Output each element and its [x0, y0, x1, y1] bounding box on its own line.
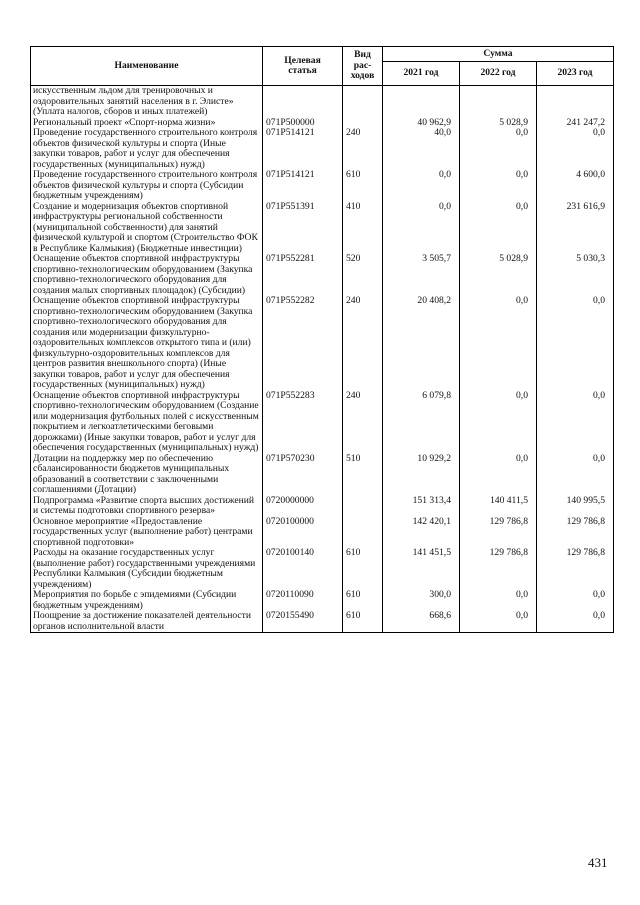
cell-target-article: 071P514121 [263, 170, 343, 202]
header-year-2021: 2021 год [383, 62, 460, 86]
cell-name: Проведение государственного строительного контроля объектов физической культуры и спорта (Субсидии бюджетным учреждениям) [31, 170, 263, 202]
cell-2023: 0,0 [537, 296, 614, 391]
header-vid-line2: рас- [353, 59, 372, 71]
cell-name: Поощрение за достижение показателей деятельности органов исполнительной власти [31, 611, 263, 633]
cell-2021: 151 313,4 [383, 496, 460, 517]
page-number: 431 [588, 855, 608, 870]
cell-2022: 0,0 [460, 454, 537, 496]
header-target-line1: Целевая [284, 54, 321, 66]
table-row [31, 296, 614, 391]
cell-2022: 140 411,5 [460, 496, 537, 517]
cell-2021: 40,0 [383, 128, 460, 170]
cell-2021 [383, 86, 460, 118]
cell-target-article [263, 86, 343, 118]
cell-expense-type: 510 [343, 454, 383, 496]
table-row [31, 391, 614, 454]
cell-name: Оснащение объектов спортивной инфраструктуры спортивно-технологическим оборудованием (Закупка спортивно-технологического оборудования для создания малых спортивных площадок) (Субсидии) [31, 254, 263, 296]
cell-name: Оснащение объектов спортивной инфраструктуры спортивно-технологическим оборудованием (Создание или модернизация футбольных полей с искусственным покрытием и легкоатлетическими беговыми дорожками) (Иные закупки товаров, работ и услуг для обеспечения государственных (муниципальных) нужд) [31, 391, 263, 454]
cell-2023: 231 616,9 [537, 202, 614, 255]
cell-expense-type: 610 [343, 611, 383, 633]
cell-2022: 0,0 [460, 202, 537, 255]
budget-table-page [30, 46, 613, 633]
header-year-2022: 2022 год [460, 62, 537, 86]
cell-2022: 0,0 [460, 590, 537, 611]
cell-2022: 129 786,8 [460, 517, 537, 549]
cell-target-article: 071P514121 [263, 128, 343, 170]
header-target-article [263, 47, 343, 86]
table-row [31, 86, 614, 118]
table-row [31, 254, 614, 296]
cell-2023: 140 995,5 [537, 496, 614, 517]
cell-2023: 0,0 [537, 128, 614, 170]
cell-target-article: 071P552283 [263, 391, 343, 454]
cell-expense-type: 410 [343, 202, 383, 255]
cell-2022: 0,0 [460, 128, 537, 170]
cell-target-article: 0720100000 [263, 517, 343, 549]
cell-2021: 3 505,7 [383, 254, 460, 296]
cell-name: Основное мероприятие «Предоставление государственных услуг (выполнение работ) центрами спортивной подготовки» [31, 517, 263, 549]
cell-2022: 0,0 [460, 611, 537, 633]
cell-expense-type: 240 [343, 128, 383, 170]
cell-name: Оснащение объектов спортивной инфраструктуры спортивно-технологическим оборудованием (Закупка спортивно-технологического оборудования для создания или модернизации физкультурно-оздоровительных комплексов открытого типа и (или) физкультурно-оздоровительных комплексов для центров развития внешкольного спорта) (Иные закупки товаров, работ и услуг для обеспечения государственных (муниципальных) нужд) [31, 296, 263, 391]
cell-expense-type [343, 517, 383, 549]
cell-name: Региональный проект «Спорт-норма жизни» [31, 118, 263, 129]
header-vid-line3: ходов [350, 70, 375, 82]
cell-expense-type [343, 496, 383, 517]
cell-name: Дотации на поддержку мер по обеспечению сбалансированности бюджетов муниципальных образований в соответствии с заключенными соглашениями (Дотации) [31, 454, 263, 496]
cell-expense-type: 240 [343, 296, 383, 391]
cell-2023: 5 030,3 [537, 254, 614, 296]
cell-2023: 129 786,8 [537, 548, 614, 590]
cell-name: Проведение государственного строительного контроля объектов физической культуры и спорта (Иные закупки товаров, работ и услуг для обеспечения государственных (муниципальных) нужд) [31, 128, 263, 170]
header-name: Наименование [31, 47, 263, 86]
cell-name: Создание и модернизация объектов спортивной инфраструктуры региональной собственности (муниципальной собственности) для занятий физической культурой и спортом (Строительство ФОК в Республике Калмыкия) (Бюджетные инвестиции) [31, 202, 263, 255]
cell-2022: 5 028,9 [460, 118, 537, 129]
cell-target-article: 071P500000 [263, 118, 343, 129]
cell-2023: 241 247,2 [537, 118, 614, 129]
cell-expense-type: 240 [343, 391, 383, 454]
table-row [31, 128, 614, 170]
cell-expense-type [343, 86, 383, 118]
header-expense-type [343, 47, 383, 86]
cell-2021: 0,0 [383, 202, 460, 255]
cell-2022: 129 786,8 [460, 548, 537, 590]
cell-target-article: 071P551391 [263, 202, 343, 255]
cell-2021: 300,0 [383, 590, 460, 611]
cell-name: Мероприятия по борьбе с эпидемиями (Субсидии бюджетным учреждениям) [31, 590, 263, 611]
table-row [31, 548, 614, 590]
cell-2021: 0,0 [383, 170, 460, 202]
cell-2023 [537, 86, 614, 118]
cell-2021: 668,6 [383, 611, 460, 633]
table-row [31, 170, 614, 202]
cell-2022: 0,0 [460, 391, 537, 454]
header-year-2023: 2023 год [537, 62, 614, 86]
cell-2023: 0,0 [537, 454, 614, 496]
table-row [31, 590, 614, 611]
cell-target-article: 0720155490 [263, 611, 343, 633]
cell-target-article: 071P570230 [263, 454, 343, 496]
cell-expense-type: 610 [343, 170, 383, 202]
cell-2022: 0,0 [460, 170, 537, 202]
cell-2023: 0,0 [537, 590, 614, 611]
header-sum: Сумма [383, 47, 614, 62]
cell-2021: 142 420,1 [383, 517, 460, 549]
header-vid-line1: Вид [354, 49, 371, 61]
cell-2023: 129 786,8 [537, 517, 614, 549]
cell-name: искусственным льдом для тренировочных и оздоровительных занятий населения в г. Элисте» (Уплата налогов, сборов и иных платежей) [31, 86, 263, 118]
header-target-line2: статья [288, 65, 317, 76]
cell-expense-type: 610 [343, 590, 383, 611]
table-body [31, 86, 614, 633]
cell-2022: 0,0 [460, 296, 537, 391]
table-row [31, 517, 614, 549]
cell-expense-type: 610 [343, 548, 383, 590]
cell-2021: 6 079,8 [383, 391, 460, 454]
cell-target-article: 0720000000 [263, 496, 343, 517]
table-row [31, 454, 614, 496]
table-row [31, 611, 614, 633]
cell-2023: 0,0 [537, 391, 614, 454]
cell-target-article: 0720110090 [263, 590, 343, 611]
cell-2021: 40 962,9 [383, 118, 460, 129]
cell-target-article: 0720100140 [263, 548, 343, 590]
table-row [31, 202, 614, 255]
cell-2021: 141 451,5 [383, 548, 460, 590]
cell-name: Подпрограмма «Развитие спорта высших достижений и системы подготовки спортивного резерва» [31, 496, 263, 517]
cell-name: Расходы на оказание государственных услуг (выполнение работ) государственными учреждениями Республики Калмыкия (Субсидии бюджетным учреждениям) [31, 548, 263, 590]
cell-expense-type: 520 [343, 254, 383, 296]
budget-table [30, 46, 614, 633]
cell-target-article: 071P552281 [263, 254, 343, 296]
cell-2023: 0,0 [537, 611, 614, 633]
cell-2023: 4 600,0 [537, 170, 614, 202]
cell-2021: 20 408,2 [383, 296, 460, 391]
cell-2022 [460, 86, 537, 118]
cell-2022: 5 028,9 [460, 254, 537, 296]
cell-target-article: 071P552282 [263, 296, 343, 391]
table-row [31, 496, 614, 517]
cell-2021: 10 929,2 [383, 454, 460, 496]
